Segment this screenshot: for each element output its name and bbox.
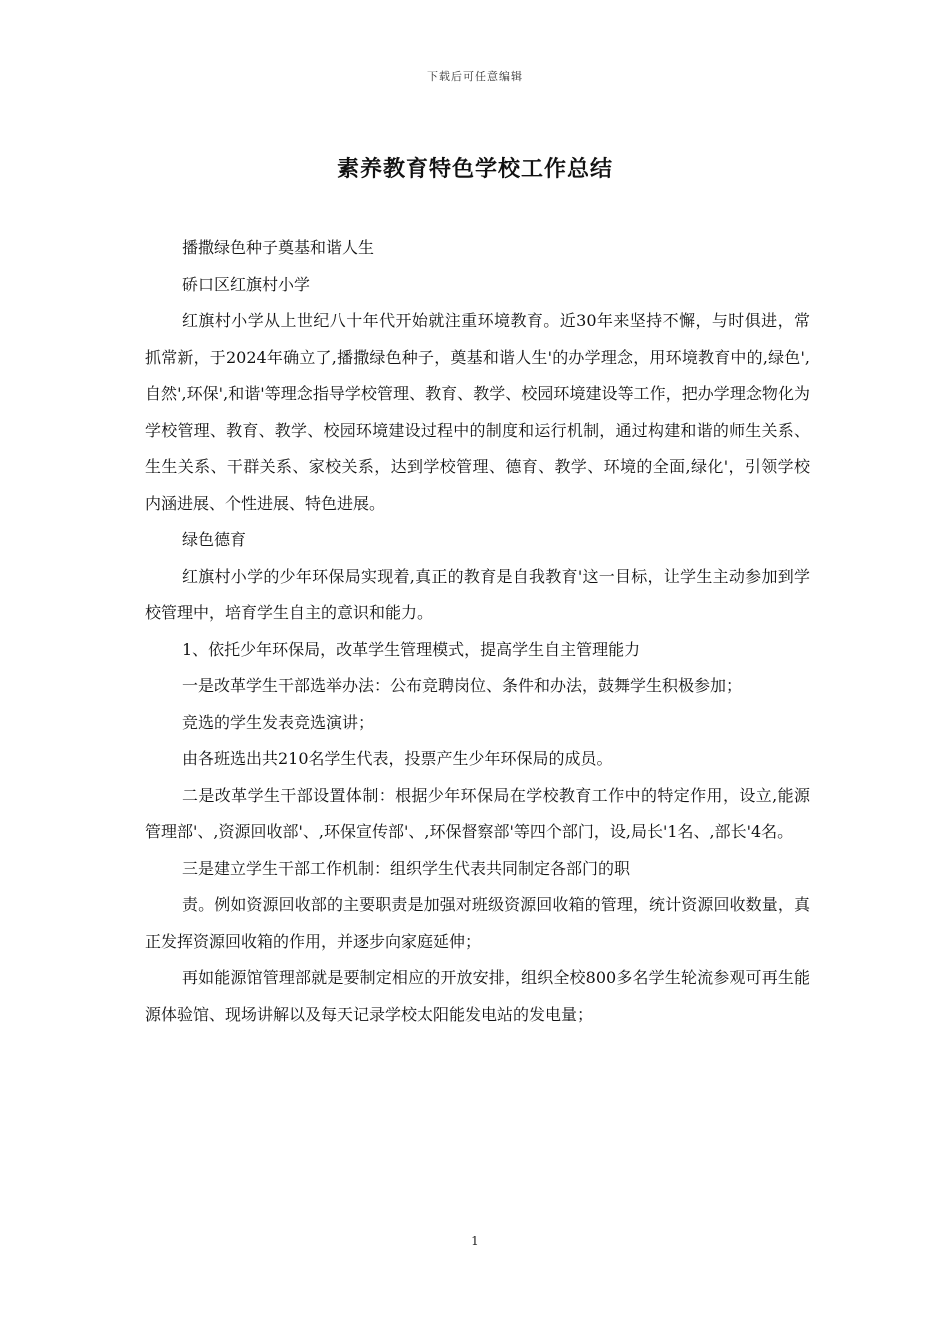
body-paragraph: 红旗村小学的少年环保局实现着,真正的教育是自我教育'这一目标，让学生主动参加到学校管理中，培育学生自主的意识和能力。 [145,566,810,622]
subsection-heading: 1、依托少年环保局，改革学生管理模式，提高学生自主管理能力 [182,639,641,659]
body-paragraph: 红旗村小学从上世纪八十年代开始就注重环境教育。近30年来坚持不懈，与时俱进，常抓常新，于2024年确立了,播撒绿色种子，奠基和谐人生'的办学理念，用环境教育中的,绿色',自然',环保',和谐'等理念指导学校管理、教育、教学、校园环境建设等工作，把办学理念物化为学校管理、教育、教学、校园环境建设过程中的制度和运行机制，通过构建和谐的师生关系、生生关系、干群关系、家校关系，达到学校管理、德育、教学、环境的全面,绿化'，引领学校内涵进展、个性进展、特色进展。 [145,311,810,513]
document-body [145,230,810,1033]
page-number: 1 [471,1234,479,1248]
subtitle-paragraph: 播撒绿色种子奠基和谐人生 [182,238,375,257]
document-title: 素养教育特色学校工作总结 [336,157,613,182]
section-heading: 绿色德育 [182,530,247,549]
body-paragraph: 责。例如资源回收部的主要职责是加强对班级资源回收箱的管理，统计资源回收数量，真正发挥资源回收箱的作用，并逐步向家庭延伸； [145,895,810,951]
body-paragraph: 再如能源馆管理部就是要制定相应的开放安排，组织全校800多名学生轮流参观可再生能源体验馆、现场讲解以及每天记录学校太阳能发电站的发电量； [145,968,810,1024]
body-paragraph: 一是改革学生干部选举办法：公布竞聘岗位、条件和办法，鼓舞学生积极参加； [182,676,743,695]
body-paragraph: 二是改革学生干部设置体制：根据少年环保局在学校教育工作中的特定作用，设立,能源管理部'、,资源回收部'、,环保宣传部'、,环保督察部'等四个部门，设,局长'1名、,部长'4名。 [145,785,810,841]
body-paragraph: 三是建立学生干部工作机制：组织学生代表共同制定各部门的职 [182,858,631,878]
body-paragraph: 竞选的学生发表竞选演讲； [182,712,375,732]
body-paragraph: 由各班选出共210名学生代表，投票产生少年环保局的成员。 [182,749,613,768]
header-note: 下载后可任意编辑 [427,70,523,83]
school-name-paragraph: 硚口区红旗村小学 [182,274,311,294]
